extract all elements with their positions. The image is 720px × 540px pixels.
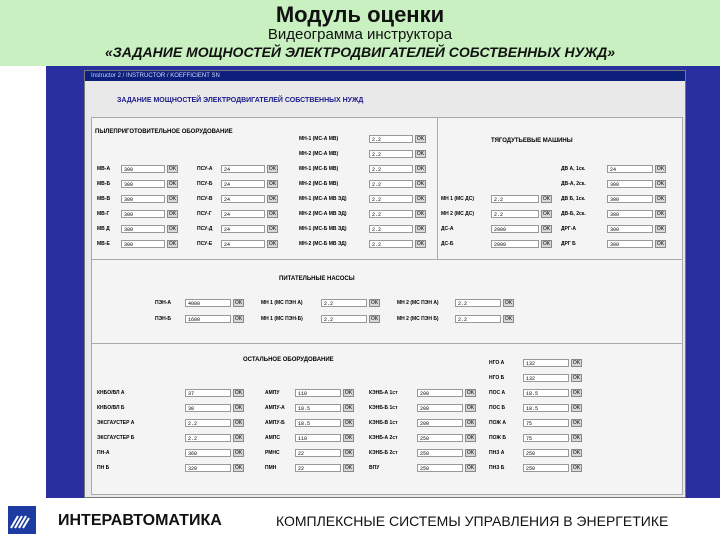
- value-input[interactable]: 300: [121, 180, 165, 188]
- ok-button[interactable]: OK: [572, 375, 581, 381]
- left-margin: [0, 66, 46, 498]
- field-label: ПСУ-Д: [197, 226, 213, 232]
- value-input[interactable]: 2.2: [455, 299, 501, 307]
- ok-button[interactable]: OK: [416, 196, 425, 202]
- field-label: ДВ Б, 1ск.: [561, 196, 586, 202]
- ok-button[interactable]: OK: [234, 450, 243, 456]
- ok-button[interactable]: OK: [656, 241, 665, 247]
- field-label: ПСУ-Б: [197, 181, 213, 187]
- field-label: МВ-Г: [97, 211, 110, 217]
- value-input[interactable]: 2.2: [369, 150, 413, 158]
- ok-button[interactable]: OK: [234, 405, 243, 411]
- field-label: АМПУ-Б: [265, 420, 285, 426]
- field-label: АМПУ-А: [265, 405, 285, 411]
- value-input[interactable]: 250: [417, 434, 463, 442]
- value-input[interactable]: 132: [523, 374, 569, 382]
- field-label: МН 2 (МС ПЭН Б): [397, 316, 439, 322]
- section-pumps: ПИТАТЕЛЬНЫЕ НАСОСЫ: [279, 276, 355, 282]
- value-input[interactable]: 2.2: [369, 165, 413, 173]
- section-dust: ПЫЛЕПРИГОТОВИТЕЛЬНОЕ ОБОРУДОВАНИЕ: [95, 129, 233, 135]
- ok-button[interactable]: OK: [168, 226, 177, 232]
- ok-button[interactable]: OK: [268, 241, 277, 247]
- ok-button[interactable]: OK: [542, 211, 551, 217]
- ok-button[interactable]: OK: [234, 390, 243, 396]
- value-input[interactable]: 2.2: [369, 240, 413, 248]
- value-input[interactable]: 2.2: [185, 434, 231, 442]
- value-input[interactable]: 300: [121, 210, 165, 218]
- field-label: МН-1 (МС-А МВ): [299, 136, 339, 142]
- ok-button[interactable]: OK: [370, 316, 379, 322]
- value-input[interactable]: 300: [121, 225, 165, 233]
- value-input[interactable]: 300: [607, 240, 653, 248]
- ok-button[interactable]: OK: [656, 211, 665, 217]
- ok-button[interactable]: OK: [542, 226, 551, 232]
- ok-button[interactable]: OK: [572, 420, 581, 426]
- ok-button[interactable]: OK: [466, 405, 475, 411]
- window-caption: ЗАДАНИЕ МОЩНОСТЕЙ ЭЛЕКТРОДВИГАТЕЛЕЙ СОБСТВЕННЫХ НУЖД: [117, 97, 364, 104]
- logo-icon: [8, 508, 32, 532]
- value-input[interactable]: 110: [295, 434, 341, 442]
- field-label: ДС-А: [441, 226, 454, 232]
- ok-button[interactable]: OK: [572, 360, 581, 366]
- field-label: ПСУ-А: [197, 166, 213, 172]
- field-label: МН 1 (МС ПЭН А): [261, 300, 303, 306]
- value-input[interactable]: 360: [185, 449, 231, 457]
- ok-button[interactable]: OK: [416, 136, 425, 142]
- slide-subtitle: Видеограмма инструктора: [267, 26, 453, 43]
- field-label: МН 2 (МС ПЭН А): [397, 300, 439, 306]
- ok-button[interactable]: OK: [268, 181, 277, 187]
- value-input[interactable]: 300: [607, 225, 653, 233]
- ok-button[interactable]: OK: [344, 405, 353, 411]
- value-input[interactable]: 2.2: [321, 315, 367, 323]
- ok-button[interactable]: OK: [416, 181, 425, 187]
- value-input[interactable]: 2000: [491, 240, 539, 248]
- value-input[interactable]: 300: [121, 165, 165, 173]
- ok-button[interactable]: OK: [466, 435, 475, 441]
- field-label: МН-1 (МС-Б МВ): [299, 166, 339, 172]
- value-input[interactable]: 200: [417, 404, 463, 412]
- ok-button[interactable]: OK: [234, 435, 243, 441]
- ok-button[interactable]: OK: [168, 196, 177, 202]
- ok-button[interactable]: OK: [416, 211, 425, 217]
- field-label: МВ-Е: [97, 241, 110, 247]
- value-input[interactable]: 18.5: [295, 419, 341, 427]
- value-input[interactable]: 24: [221, 240, 265, 248]
- value-input[interactable]: 300: [607, 210, 653, 218]
- value-input[interactable]: 250: [417, 449, 463, 457]
- ok-button[interactable]: OK: [234, 300, 243, 306]
- ok-button[interactable]: OK: [504, 300, 513, 306]
- field-label: КЭНБ-А 1ст: [369, 390, 398, 396]
- ok-button[interactable]: OK: [572, 465, 581, 471]
- field-label: МН-2 (МС-Б МВ ЭД): [299, 241, 347, 247]
- ok-button[interactable]: OK: [466, 420, 475, 426]
- field-label: МН 1 (МС ПЭН-Б): [261, 316, 303, 322]
- ok-button[interactable]: OK: [344, 420, 353, 426]
- field-label: ПОЖ А: [489, 420, 506, 426]
- value-input[interactable]: 300: [121, 240, 165, 248]
- field-label: КНБО/ВЛ Б: [97, 405, 125, 411]
- field-label: ПМН: [265, 465, 277, 471]
- ok-button[interactable]: OK: [168, 211, 177, 217]
- value-input[interactable]: 2000: [491, 225, 539, 233]
- ok-button[interactable]: OK: [234, 420, 243, 426]
- ok-button[interactable]: OK: [416, 226, 425, 232]
- ok-button[interactable]: OK: [572, 390, 581, 396]
- value-input[interactable]: 2.2: [369, 135, 413, 143]
- field-label: ПН-А: [97, 450, 110, 456]
- field-label: ДВ-Б, 2ск.: [561, 211, 586, 217]
- ok-button[interactable]: OK: [466, 450, 475, 456]
- ok-button[interactable]: OK: [656, 181, 665, 187]
- field-label: РМНС: [265, 450, 280, 456]
- field-label: МН-2 (МС-А МВ ЭД): [299, 211, 347, 217]
- field-label: ПСУ-Е: [197, 241, 213, 247]
- value-input[interactable]: 24: [221, 225, 265, 233]
- value-input[interactable]: 2.2: [369, 180, 413, 188]
- value-input[interactable]: 18.5: [523, 389, 569, 397]
- ok-button[interactable]: OK: [416, 241, 425, 247]
- field-label: ПОС А: [489, 390, 506, 396]
- ok-button[interactable]: OK: [370, 300, 379, 306]
- field-label: ДРГ Б: [561, 241, 576, 247]
- value-input[interactable]: 2.2: [369, 225, 413, 233]
- slide-heading: «ЗАДАНИЕ МОЩНОСТЕЙ ЭЛЕКТРОДВИГАТЕЛЕЙ СОБСТВЕННЫХ НУЖД»: [105, 44, 615, 60]
- field-label: КЭНБ-Б 1ст: [369, 405, 398, 411]
- field-label: ПНЗ Б: [489, 465, 505, 471]
- field-label: МВ Д: [97, 226, 110, 232]
- field-label: КЭНБ-Б 2ст: [369, 450, 398, 456]
- value-input[interactable]: 22: [295, 449, 341, 457]
- value-input[interactable]: 75: [523, 434, 569, 442]
- value-input[interactable]: 37: [185, 389, 231, 397]
- instructor-window: [84, 70, 686, 498]
- field-label: ПОС Б: [489, 405, 506, 411]
- section-draft: ТЯГОДУТЬЕВЫЕ МАШИНЫ: [491, 138, 573, 144]
- value-input[interactable]: 24: [221, 165, 265, 173]
- value-input[interactable]: 300: [121, 195, 165, 203]
- ok-button[interactable]: OK: [268, 196, 277, 202]
- ok-button[interactable]: OK: [416, 166, 425, 172]
- ok-button[interactable]: OK: [168, 181, 177, 187]
- section-other: ОСТАЛЬНОЕ ОБОРУДОВАНИЕ: [243, 357, 334, 363]
- field-label: КЭНБ-В 1ст: [369, 420, 398, 426]
- slide-title: Модуль оценки: [275, 2, 445, 27]
- ok-button[interactable]: OK: [344, 450, 353, 456]
- ok-button[interactable]: OK: [656, 226, 665, 232]
- value-input[interactable]: 18.5: [295, 404, 341, 412]
- pumps-frame: [91, 259, 683, 345]
- ok-button[interactable]: OK: [572, 450, 581, 456]
- value-input[interactable]: 2.2: [491, 210, 539, 218]
- ok-button[interactable]: OK: [268, 211, 277, 217]
- field-label: МН-1 (МС-А МВ ЭД): [299, 196, 347, 202]
- value-input[interactable]: 24: [221, 180, 265, 188]
- ok-button[interactable]: OK: [504, 316, 513, 322]
- value-input[interactable]: 250: [417, 464, 463, 472]
- value-input[interactable]: 2.2: [491, 195, 539, 203]
- field-label: МН-1 (МС-Б МВ ЭД): [299, 226, 347, 232]
- company-slogan: КОМПЛЕКСНЫЕ СИСТЕМЫ УПРАВЛЕНИЯ В ЭНЕРГЕТИКЕ: [276, 513, 669, 529]
- field-label: ПСУ-Г: [197, 211, 212, 217]
- value-input[interactable]: 1600: [185, 315, 231, 323]
- ok-button[interactable]: OK: [168, 241, 177, 247]
- field-label: МВ-Б: [97, 181, 111, 187]
- field-label: АМПС: [265, 435, 280, 441]
- ok-button[interactable]: OK: [268, 226, 277, 232]
- field-label: ВПУ: [369, 465, 380, 471]
- field-label: ДВ А, 1ск.: [561, 166, 586, 172]
- ok-button[interactable]: OK: [542, 196, 551, 202]
- field-label: МН-2 (МС-Б МВ): [299, 181, 339, 187]
- field-label: ЭКСГАУСТЕР Б: [97, 435, 135, 441]
- value-input[interactable]: 2.2: [185, 419, 231, 427]
- ok-button[interactable]: OK: [344, 435, 353, 441]
- ok-button[interactable]: OK: [656, 196, 665, 202]
- value-input[interactable]: 22: [295, 464, 341, 472]
- field-label: ПНЗ А: [489, 450, 505, 456]
- value-input[interactable]: 2.2: [369, 195, 413, 203]
- window-titlebar: Instructor 2 / INSTRUCTOR / KOEFFICIENT SN: [85, 71, 685, 81]
- ok-button[interactable]: OK: [234, 465, 243, 471]
- field-label: МВ-А: [97, 166, 111, 172]
- value-input[interactable]: 24: [221, 195, 265, 203]
- value-input[interactable]: 132: [523, 359, 569, 367]
- value-input[interactable]: 200: [417, 419, 463, 427]
- value-input[interactable]: 300: [607, 180, 653, 188]
- value-input[interactable]: 300: [607, 195, 653, 203]
- value-input[interactable]: 24: [221, 210, 265, 218]
- field-label: ДВ-А, 2ск.: [561, 181, 586, 187]
- field-label: ДРГ-А: [561, 226, 577, 232]
- field-label: ПЭН-А: [155, 300, 172, 306]
- value-input[interactable]: 200: [417, 389, 463, 397]
- field-label: МН 2 (МС ДС): [441, 211, 475, 217]
- value-input[interactable]: 250: [523, 449, 569, 457]
- field-label: ПЭН-Б: [155, 316, 172, 322]
- value-input[interactable]: 2.2: [369, 210, 413, 218]
- value-input[interactable]: 75: [523, 419, 569, 427]
- value-input[interactable]: 4000: [185, 299, 231, 307]
- ok-button[interactable]: OK: [656, 166, 665, 172]
- field-label: НГО Б: [489, 375, 505, 381]
- ok-button[interactable]: OK: [344, 390, 353, 396]
- ok-button[interactable]: OK: [268, 166, 277, 172]
- field-label: НГО А: [489, 360, 505, 366]
- value-input[interactable]: 2.2: [321, 299, 367, 307]
- ok-button[interactable]: OK: [234, 316, 243, 322]
- value-input[interactable]: 250: [523, 464, 569, 472]
- field-label: МН 1 (МС ДС): [441, 196, 475, 202]
- ok-button[interactable]: OK: [168, 166, 177, 172]
- value-input[interactable]: 110: [295, 389, 341, 397]
- field-label: АМПУ: [265, 390, 280, 396]
- company-name: ИНТЕРАВТОМАТИКА: [58, 512, 222, 529]
- field-label: КЭНБ-А 2ст: [369, 435, 398, 441]
- ok-button[interactable]: OK: [466, 465, 475, 471]
- value-input[interactable]: 30: [185, 404, 231, 412]
- field-label: МН-2 (МС-А МВ): [299, 151, 339, 157]
- ok-button[interactable]: OK: [572, 405, 581, 411]
- field-label: ПОЖ Б: [489, 435, 506, 441]
- ok-button[interactable]: OK: [416, 151, 425, 157]
- ok-button[interactable]: OK: [466, 390, 475, 396]
- ok-button[interactable]: OK: [344, 465, 353, 471]
- value-input[interactable]: 320: [185, 464, 231, 472]
- other-frame: [91, 343, 683, 495]
- field-label: ПН Б: [97, 465, 110, 471]
- ok-button[interactable]: OK: [572, 435, 581, 441]
- value-input[interactable]: 2.2: [455, 315, 501, 323]
- field-label: КНБО/ВЛ А: [97, 390, 125, 396]
- value-input[interactable]: 24: [607, 165, 653, 173]
- field-label: МВ-В: [97, 196, 111, 202]
- value-input[interactable]: 18.5: [523, 404, 569, 412]
- ok-button[interactable]: OK: [542, 241, 551, 247]
- field-label: ДС-Б: [441, 241, 454, 247]
- field-label: ЭКСГАУСТЕР А: [97, 420, 135, 426]
- field-label: ПСУ-В: [197, 196, 213, 202]
